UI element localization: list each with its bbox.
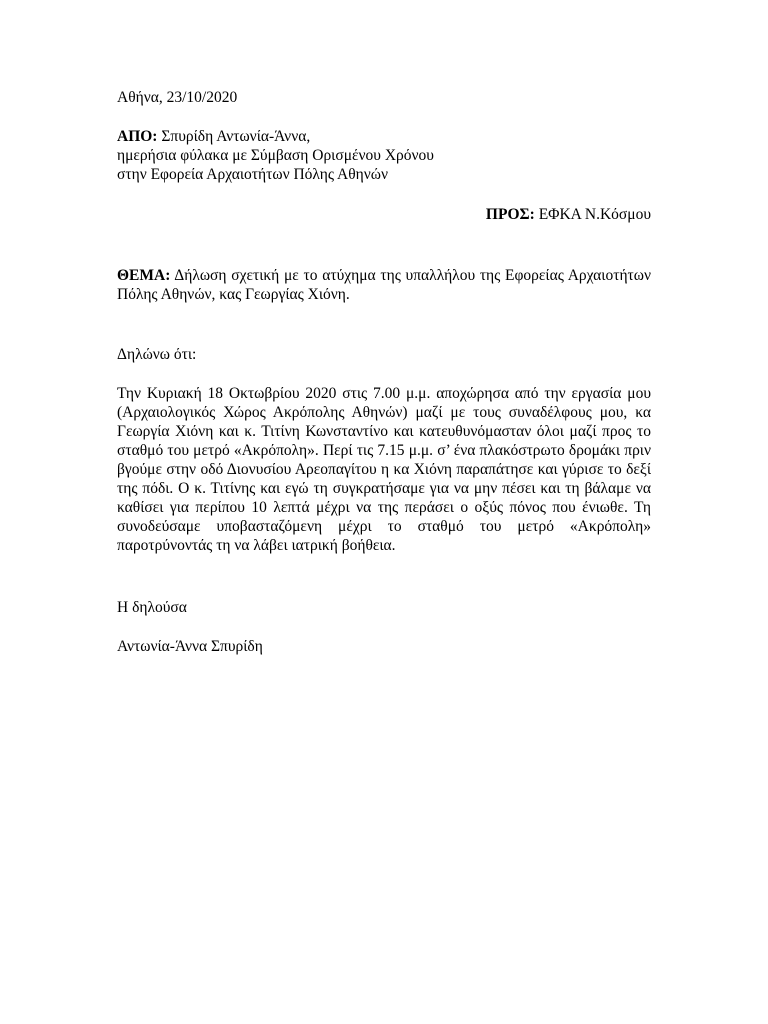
subject-block [117,266,651,304]
letter-date [117,88,651,107]
subject-text: Δήλωση σχετική με το ατύχημα της υπαλλήλου της Εφορείας Αρχαιοτήτων Πόλης Αθηνών, κας Γεωργίας Χιόνη. [117,267,651,303]
subject-label: ΘΕΜΑ: [117,267,171,284]
letter-date-text: Αθήνα, 23/10/2020 [117,89,238,106]
sender-line [117,127,651,146]
recipient-line [117,205,651,224]
recipient-label: ΠΡΟΣ: [485,206,535,223]
sender-label: ΑΠΟ: [117,128,158,145]
signature-name [117,637,651,656]
sender-organization: στην Εφορεία Αρχαιοτήτων Πόλης Αθηνών [117,166,388,183]
sender-block [117,127,651,184]
declaration-body: Την Κυριακή 18 Οκτωβρίου 2020 στις 7.00 μ.μ. αποχώρησα από την εργασία μου (Αρχαιολογικός Χώρος Ακρόπολης Αθηνών) μαζί με τους συναδέλφους μου, κα Γεωργία Χιόνη και κ. Τιτίνη Κωνσταντίνο και κατευθυνόμασταν όλοι μαζί προς το σταθμό του μετρό «Ακρόπολη». Περί τις 7.15 μ.μ. σ’ ένα πλακόστρωτο δρομάκι πριν βγούμε στην οδό Διονυσίου Αρεοπαγίτου η κα Χιόνη παραπάτησε και γύρισε το δεξί της πόδι. Ο κ. Τιτίνης και εγώ τη συγκρατήσαμε για να μην πέσει και τη βάλαμε να καθίσει για περίπου 10 λεπτά μέχρι να της περάσει ο οξύς πόνος που ένιωθε. Τη συνοδεύσαμε υποβασταζόμενη μέχρι το σταθμό του μετρό «Ακρόπολη» παροτρύνοντάς τη να λάβει ιατρική βοήθεια. [117,385,651,554]
sender-role: ημερήσια φύλακα με Σύμβαση Ορισμένου Χρόνου [117,147,434,164]
recipient-block [117,205,651,224]
signoff [117,598,651,617]
declaration-intro-text: Δηλώνω ότι: [117,346,197,363]
sender-name: Σπυρίδη Αντωνία-Άννα, [157,128,311,145]
declaration-intro [117,345,651,364]
signoff-text: Η δηλούσα [117,599,187,616]
recipient-value: ΕΦΚΑ Ν.Κόσμου [534,206,651,223]
signature-text: Αντωνία-Άννα Σπυρίδη [117,638,263,655]
